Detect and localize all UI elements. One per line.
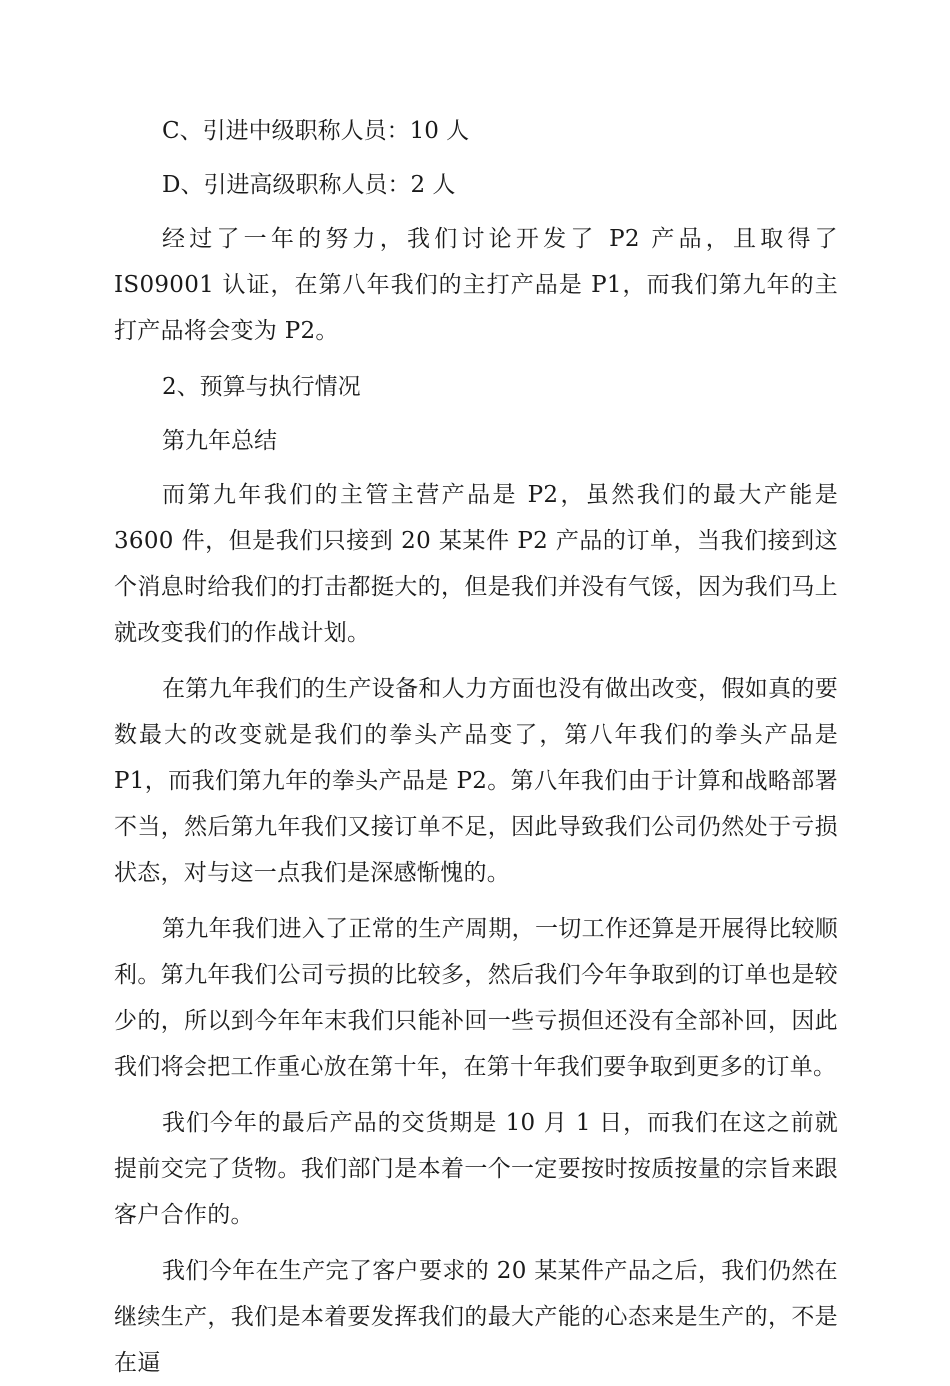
paragraph-p2-development: 经过了一年的努力，我们讨论开发了 P2 产品，且取得了 IS09001 认证，在第八年我们的主打产品是 P1，而我们第九年的主打产品将会变为 P2。 <box>114 226 838 344</box>
list-item-c: C、引进中级职称人员：10 人 <box>162 118 470 144</box>
paragraph-continued-production: 我们今年在生产完了客户要求的 20 某某件产品之后，我们仍然在继续生产，我们是本着要发挥我们的最大产能的心态来是生产的，不是在逼 <box>114 1258 838 1376</box>
paragraph-production-cycle: 第九年我们进入了正常的生产周期，一切工作还算是开展得比较顺利。第九年我们公司亏损的比较多，然后我们今年争取到的订单也是较少的，所以到今年年末我们只能补回一些亏损但还没有全部补回，因此我们将会把工作重心放在第十年，在第十年我们要争取到更多的订单。 <box>114 916 838 1080</box>
document-page <box>114 108 838 1376</box>
list-item-d: D、引进高级职称人员：2 人 <box>162 172 456 198</box>
paragraph-equipment: 在第九年我们的生产设备和人力方面也没有做出改变，假如真的要数最大的改变就是我们的拳头产品变了，第八年我们的拳头产品是 P1，而我们第九年的拳头产品是 P2。第八年我们由于计算和战略部署不当，然后第九年我们又接订单不足，因此导致我们公司仍然处于亏损状态，对与这一点我们是深感惭愧的。 <box>114 676 838 886</box>
paragraph-delivery: 我们今年的最后产品的交货期是 10 月 1 日，而我们在这之前就提前交完了货物。我们部门是本着一个一定要按时按质按量的宗旨来跟客户合作的。 <box>114 1110 838 1228</box>
section-heading-budget: 2、预算与执行情况 <box>162 374 361 400</box>
paragraph-main-product: 而第九年我们的主管主营产品是 P2，虽然我们的最大产能是 3600 件，但是我们只接到 20 某某件 P2 产品的订单，当我们接到这个消息时给我们的打击都挺大的，但是我们并没有气馁，因为我们马上就改变我们的作战计划。 <box>114 482 838 646</box>
subheading-year-nine-summary: 第九年总结 <box>162 428 277 454</box>
